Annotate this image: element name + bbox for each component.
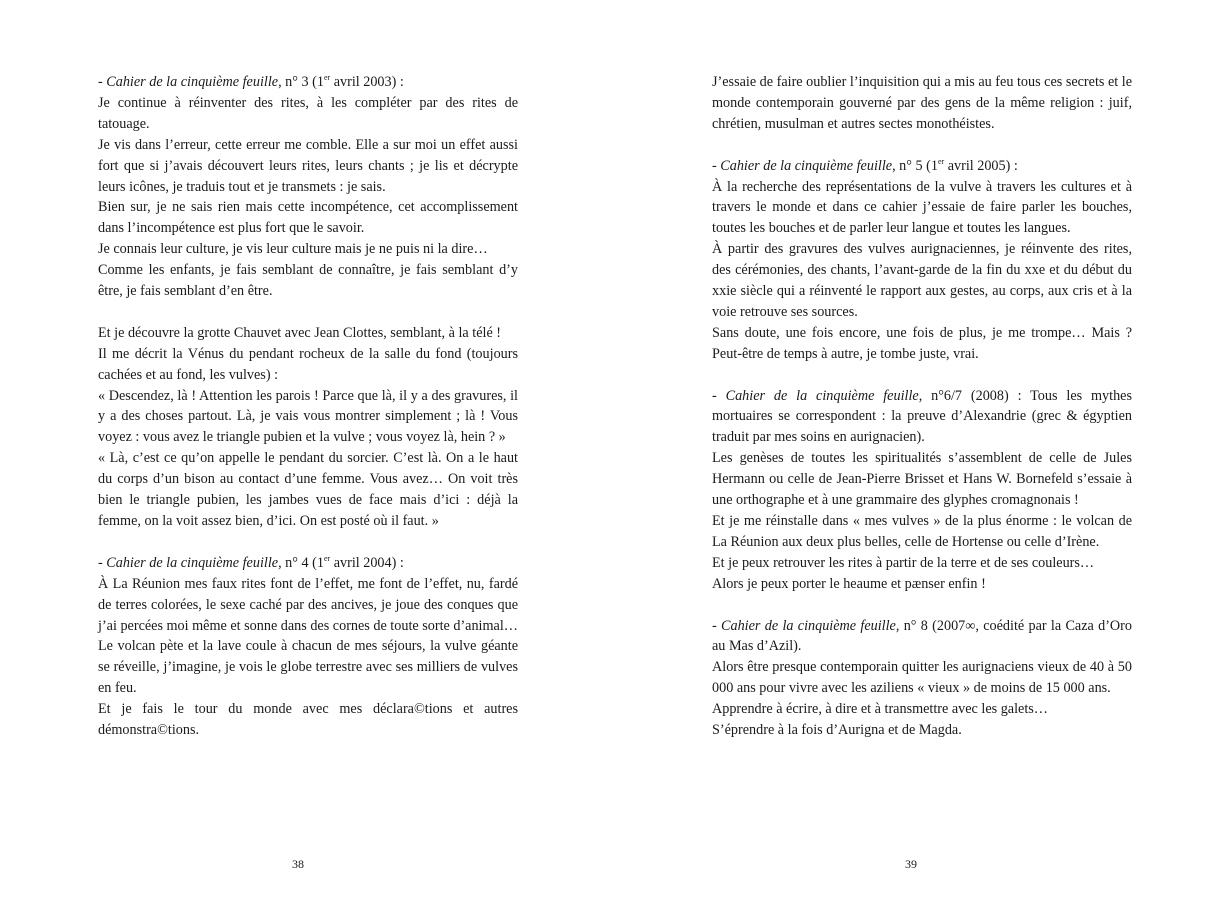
paragraph: Comme les enfants, je fais semblant de connaître, je fais semblant d’y être, je fais semblant d’en être.	[98, 262, 518, 300]
page-number: 38	[292, 857, 304, 871]
paragraph: Je continue à réinventer des rites, à les compléter par des rites de tatouage.	[98, 94, 518, 132]
paragraph: Apprendre à écrire, à dire et à transmettre avec les galets…	[712, 701, 1048, 718]
paragraph: Il me décrit la Vénus du pendant rocheux de la salle du fond (toujours cachées et au fond, les vulves) :	[98, 345, 518, 383]
paragraph: Et je me réinstalle dans « mes vulves » de la plus énorme : le volcan de La Réunion aux deux plus belles, celle de Hortense ou celle d’Irène.	[712, 513, 1132, 550]
paragraph: À partir des gravures des vulves aurignaciennes, je réinvente des rites, des cérémonies, des chants, l’avant-garde de la fin du xxe et du début du xxie siècle qui a réinventé le rapport aux gestes, au corps, aux cris et à la voie retrouve ses sources.	[712, 241, 1132, 320]
paragraph: J’essaie de faire oublier l’inquisition qui a mis au feu tous ces secrets et le monde contemporain gouverné par des gens de la même religion : juif, chrétien, musulman et autres sectes monothéistes.	[712, 74, 1132, 132]
paragraph: Le volcan pète et la lave coule à chacun de mes séjours, la vulve géante se réveille, j’imagine, je vois le globe terrestre avec ses milliers de vulves en feu.	[98, 638, 518, 697]
paragraph: Sans doute, une fois encore, une fois de plus, je me trompe… Mais ? Peut-être de temps à autre, je tombe juste, vrai.	[712, 324, 1132, 362]
paragraph: Bien sur, je ne sais rien mais cette incompétence, cet accomplissement dans l’incompétence est plus fort que le savoir.	[98, 199, 518, 237]
left-page	[98, 72, 518, 741]
section-heading: - Cahier de la cinquième feuille, n° 8 (2007∞, coédité par la Caza d’Oro au Mas d’Azil).	[712, 617, 1132, 655]
paragraph: Et je découvre la grotte Chauvet avec Jean Clottes, semblant, à la télé !	[98, 324, 502, 341]
quote-paragraph: « Là, c’est ce qu’on appelle le pendant du sorcier. C’est là. On a le haut du corps d’un bison au contact d’une femme. Vous avez… On voit très bien le triangle pubien, les jambes vues de face mais d’ici : déjà la femme, on la voit assez bien, d’ici. On est posté où il faut. »	[98, 450, 518, 530]
section-heading: - Cahier de la cinquième feuille, n° 3 (1er avril 2003) :	[98, 73, 404, 90]
page-number: 39	[905, 857, 917, 871]
quote-paragraph: « Descendez, là ! Attention les parois ! Parce que là, il y a des gravures, il y a des choses partout. Là, je vais vous montrer simplement ; là ! Vous voyez : vous avez le triangle pubien et la vulve ; vous voyez là, hein ? »	[98, 387, 518, 446]
section-heading: - Cahier de la cinquième feuille, n° 5 (1er avril 2005) :	[712, 156, 1018, 174]
paragraph: À La Réunion mes faux rites font de l’effet, me font de l’effet, nu, fardé de terres colorées, le sexe caché par des ancives, je joue des conques que j’ai percées moi même et sonne dans des cornes de toute sorte d’animal…	[98, 575, 518, 634]
paragraph: Je connais leur culture, je vis leur culture mais je ne puis ni la dire…	[98, 241, 488, 258]
paragraph: Et je peux retrouver les rites à partir de la terre et de ses couleurs…	[712, 554, 1095, 571]
section-heading: - Cahier de la cinquième feuille, n° 4 (1er avril 2004) :	[98, 553, 404, 571]
paragraph: À la recherche des représentations de la vulve à travers les cultures et à travers le monde et dans ce cahier j’essaie de faire parler les bouches, toutes les bouches et de parler leur langue et toutes les langues.	[712, 178, 1132, 237]
paragraph: Les genèses de toutes les spiritualités s’assemblent de celle de Jules Hermann ou celle de Jean-Pierre Brisset et Hans W. Bornefeld s’essaie à une orthographe et à une grammaire des glyphes cromagnonais !	[712, 450, 1132, 509]
section-heading: - Cahier de la cinquième feuille, n°6/7 (2008) : Tous les mythes mortuaires se correspondent : la preuve d’Alexandrie (grec & égyptien traduit par mes soins en aurignacien).	[712, 387, 1132, 446]
paragraph: Alors je peux porter le heaume et pænser enfin !	[712, 575, 986, 592]
paragraph: S’éprendre à la fois d’Aurigna et de Magda.	[712, 722, 962, 739]
paragraph: Alors être presque contemporain quitter les aurignaciens vieux de 40 à 50 000 ans pour vivre avec les aziliens « vieux » de moins de 15 000 ans.	[712, 659, 1132, 697]
paragraph: Je vis dans l’erreur, cette erreur me comble. Elle a sur moi un effet aussi fort que si j’avais découvert leurs rites, leurs chants ; je lis et décrypte leurs icônes, je traduis tout et je transmets : je sais.	[98, 136, 518, 195]
right-page	[712, 72, 1132, 741]
paragraph: Et je fais le tour du monde avec mes déclara©tions et autres démonstra©tions.	[98, 701, 518, 739]
